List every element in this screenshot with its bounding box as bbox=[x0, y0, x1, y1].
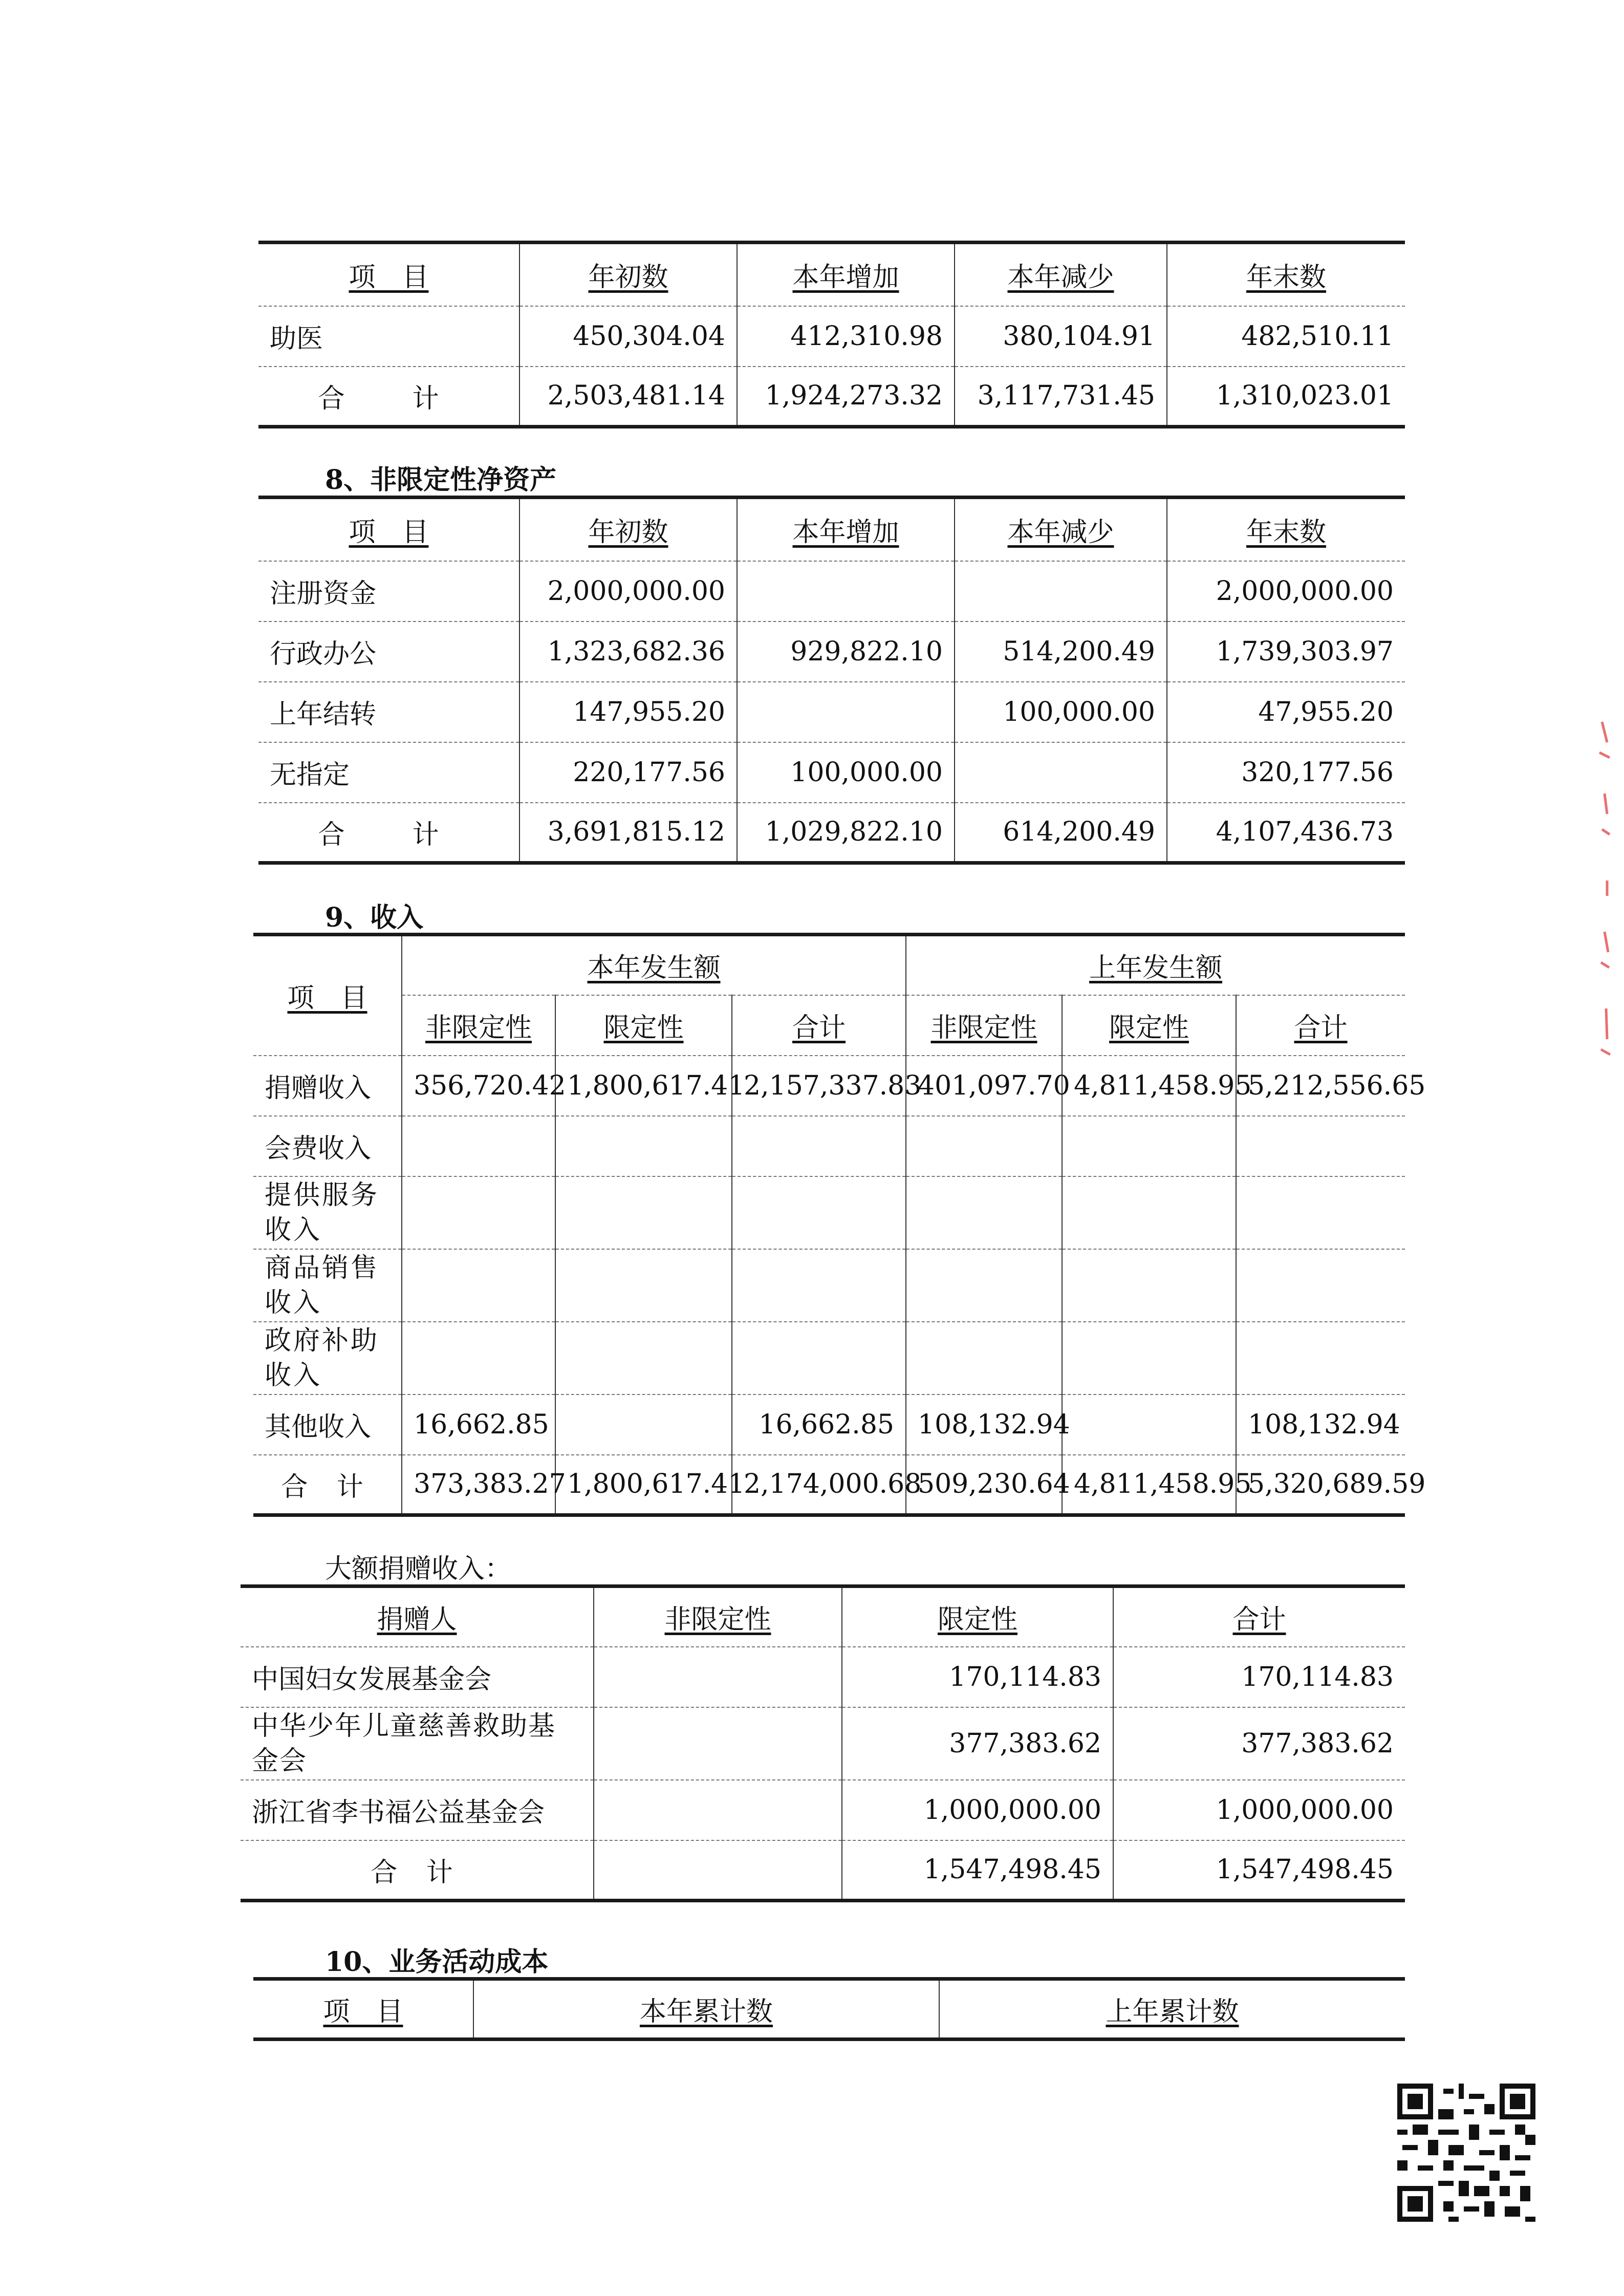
cell: 4,811,458.95 bbox=[1062, 1455, 1236, 1515]
row-increase bbox=[737, 682, 955, 742]
total-label: 合 计 bbox=[371, 1857, 463, 1888]
cell bbox=[906, 1322, 1062, 1394]
cell bbox=[1062, 1176, 1236, 1249]
cell bbox=[732, 1176, 906, 1249]
row-item: 上年结转 bbox=[258, 682, 519, 742]
header-increase: 本年增加 bbox=[737, 243, 955, 306]
cell: 401,097.70 bbox=[906, 1056, 1062, 1116]
cell bbox=[555, 1394, 732, 1455]
row-increase: 100,000.00 bbox=[737, 742, 955, 803]
qr-code bbox=[1397, 2084, 1535, 2222]
table-row bbox=[253, 1394, 1405, 1455]
header-restricted: 限定性 bbox=[842, 1586, 1113, 1647]
row-begin: 147,955.20 bbox=[519, 682, 737, 742]
cell bbox=[732, 1249, 906, 1322]
header-end: 年末数 bbox=[1167, 498, 1405, 561]
row-begin: 450,304.04 bbox=[519, 306, 737, 367]
cell bbox=[555, 1249, 732, 1322]
header-increase: 本年增加 bbox=[737, 498, 955, 561]
cell bbox=[555, 1116, 732, 1176]
cell bbox=[402, 1322, 555, 1394]
row-end: 1,739,303.97 bbox=[1167, 621, 1405, 682]
header-item: 项 目 bbox=[323, 1997, 403, 2027]
row-restricted: 377,383.62 bbox=[842, 1707, 1113, 1780]
section-10-title: 10、业务活动成本 bbox=[325, 1946, 549, 1978]
cell: 509,230.64 bbox=[906, 1455, 1062, 1515]
row-donor: 中国妇女发展基金会 bbox=[241, 1647, 594, 1707]
cell: 4,811,458.95 bbox=[1062, 1056, 1236, 1116]
row-increase: 929,822.10 bbox=[737, 621, 955, 682]
cell: 5,320,689.59 bbox=[1236, 1455, 1405, 1515]
row-item: 助医 bbox=[258, 306, 519, 367]
total-unrestricted bbox=[594, 1840, 842, 1901]
total-decrease: 614,200.49 bbox=[955, 803, 1167, 863]
table-row bbox=[253, 1116, 1405, 1176]
total-restricted: 1,547,498.45 bbox=[842, 1840, 1113, 1901]
row-total: 1,000,000.00 bbox=[1113, 1780, 1405, 1840]
cell: 356,720.42 bbox=[402, 1056, 555, 1116]
row-begin: 220,177.56 bbox=[519, 742, 737, 803]
row-decrease: 380,104.91 bbox=[955, 306, 1167, 367]
row-end: 320,177.56 bbox=[1167, 742, 1405, 803]
row-donor: 浙江省李书福公益基金会 bbox=[241, 1780, 594, 1840]
cell bbox=[732, 1116, 906, 1176]
table-row bbox=[253, 1322, 1405, 1394]
header-last-unrestricted: 非限定性 bbox=[906, 995, 1062, 1056]
total-decrease: 3,117,731.45 bbox=[955, 367, 1167, 427]
row-increase: 412,310.98 bbox=[737, 306, 955, 367]
income-header-row bbox=[253, 935, 1405, 995]
header-unrestricted: 非限定性 bbox=[594, 1586, 842, 1647]
table-row bbox=[241, 1647, 1405, 1707]
section-8-title: 8、非限定性净资产 bbox=[325, 464, 557, 496]
cell bbox=[402, 1249, 555, 1322]
cell: 1,800,617.41 bbox=[555, 1056, 732, 1116]
table-row bbox=[258, 742, 1405, 803]
header-cur-unrestricted: 非限定性 bbox=[402, 995, 555, 1056]
cell: 16,662.85 bbox=[402, 1394, 555, 1455]
restricted-assets-table-cont bbox=[258, 241, 1405, 428]
total-label: 合 计 bbox=[318, 819, 460, 850]
header-item: 项 目 bbox=[258, 498, 519, 561]
cell: 108,132.94 bbox=[1236, 1394, 1405, 1455]
header-end: 年末数 bbox=[1167, 243, 1405, 306]
cell: 16,662.85 bbox=[732, 1394, 906, 1455]
table-row bbox=[253, 1176, 1405, 1249]
total-row bbox=[253, 1455, 1405, 1515]
table-header-row bbox=[241, 1586, 1405, 1647]
header-current-year: 本年发生额 bbox=[402, 935, 906, 995]
cell bbox=[1236, 1116, 1405, 1176]
table-row bbox=[258, 561, 1405, 621]
cell bbox=[906, 1249, 1062, 1322]
row-decrease: 514,200.49 bbox=[955, 621, 1167, 682]
total-begin: 2,503,481.14 bbox=[519, 367, 737, 427]
row-total: 377,383.62 bbox=[1113, 1707, 1405, 1780]
cell bbox=[1236, 1322, 1405, 1394]
total-increase: 1,029,822.10 bbox=[737, 803, 955, 863]
row-decrease bbox=[955, 742, 1167, 803]
table-header-row bbox=[253, 1979, 1405, 2040]
section-9-title: 9、收入 bbox=[325, 902, 424, 933]
total-total: 1,547,498.45 bbox=[1113, 1840, 1405, 1901]
row-item: 商品销售收入 bbox=[253, 1249, 402, 1322]
cell bbox=[555, 1322, 732, 1394]
income-subheader-row bbox=[253, 995, 1405, 1056]
cell bbox=[402, 1116, 555, 1176]
total-label: 合 计 bbox=[281, 1471, 374, 1503]
row-decrease bbox=[955, 561, 1167, 621]
cell bbox=[1236, 1176, 1405, 1249]
row-item: 会费收入 bbox=[253, 1116, 402, 1176]
row-begin: 1,323,682.36 bbox=[519, 621, 737, 682]
row-unrestricted bbox=[594, 1707, 842, 1780]
cell bbox=[732, 1322, 906, 1394]
header-item: 项 目 bbox=[253, 935, 402, 1056]
header-last-year: 上年发生额 bbox=[906, 935, 1405, 995]
large-donations-table bbox=[241, 1584, 1405, 1902]
total-row bbox=[258, 367, 1405, 427]
header-cur-restricted: 限定性 bbox=[555, 995, 732, 1056]
cell bbox=[555, 1176, 732, 1249]
table-row bbox=[258, 306, 1405, 367]
header-item: 项 目 bbox=[258, 243, 519, 306]
total-end: 1,310,023.01 bbox=[1167, 367, 1405, 427]
row-donor: 中华少年儿童慈善救助基金会 bbox=[241, 1707, 594, 1780]
header-decrease: 本年减少 bbox=[955, 243, 1167, 306]
header-last-year: 上年累计数 bbox=[939, 1979, 1405, 2040]
row-increase bbox=[737, 561, 955, 621]
cell: 2,157,337.83 bbox=[732, 1056, 906, 1116]
table-row bbox=[253, 1056, 1405, 1116]
cell bbox=[1236, 1249, 1405, 1322]
table-row bbox=[241, 1707, 1405, 1780]
large-donations-note: 大额捐赠收入： bbox=[325, 1554, 512, 1584]
row-decrease: 100,000.00 bbox=[955, 682, 1167, 742]
row-item: 行政办公 bbox=[258, 621, 519, 682]
row-item: 提供服务收入 bbox=[253, 1176, 402, 1249]
header-begin: 年初数 bbox=[519, 243, 737, 306]
cell bbox=[1062, 1322, 1236, 1394]
table-header-row bbox=[258, 243, 1405, 306]
cell bbox=[1062, 1116, 1236, 1176]
header-begin: 年初数 bbox=[519, 498, 737, 561]
total-end: 4,107,436.73 bbox=[1167, 803, 1405, 863]
row-item: 捐赠收入 bbox=[253, 1056, 402, 1116]
row-restricted: 170,114.83 bbox=[842, 1647, 1113, 1707]
cell: 108,132.94 bbox=[906, 1394, 1062, 1455]
header-decrease: 本年减少 bbox=[955, 498, 1167, 561]
cell bbox=[1062, 1249, 1236, 1322]
total-begin: 3,691,815.12 bbox=[519, 803, 737, 863]
table-row bbox=[253, 1249, 1405, 1322]
header-cur-total: 合计 bbox=[732, 995, 906, 1056]
header-current-year: 本年累计数 bbox=[473, 1979, 939, 2040]
cell bbox=[402, 1176, 555, 1249]
row-item: 其他收入 bbox=[253, 1394, 402, 1455]
cell: 2,174,000.68 bbox=[732, 1455, 906, 1515]
row-end: 47,955.20 bbox=[1167, 682, 1405, 742]
seal-stamp-edge bbox=[1592, 712, 1622, 1070]
cell bbox=[906, 1116, 1062, 1176]
total-row bbox=[241, 1840, 1405, 1901]
header-last-restricted: 限定性 bbox=[1062, 995, 1236, 1056]
header-last-total: 合计 bbox=[1236, 995, 1405, 1056]
row-total: 170,114.83 bbox=[1113, 1647, 1405, 1707]
business-cost-table bbox=[253, 1977, 1405, 2041]
table-header-row bbox=[258, 498, 1405, 561]
row-restricted: 1,000,000.00 bbox=[842, 1780, 1113, 1840]
total-increase: 1,924,273.32 bbox=[737, 367, 955, 427]
cell: 5,212,556.65 bbox=[1236, 1056, 1405, 1116]
table-row bbox=[258, 621, 1405, 682]
row-begin: 2,000,000.00 bbox=[519, 561, 737, 621]
row-item: 无指定 bbox=[258, 742, 519, 803]
row-end: 2,000,000.00 bbox=[1167, 561, 1405, 621]
header-total: 合计 bbox=[1113, 1586, 1405, 1647]
cell bbox=[906, 1176, 1062, 1249]
unrestricted-net-assets-table bbox=[258, 496, 1405, 865]
cell bbox=[1062, 1394, 1236, 1455]
table-row bbox=[241, 1780, 1405, 1840]
cell: 373,383.27 bbox=[402, 1455, 555, 1515]
row-item: 注册资金 bbox=[258, 561, 519, 621]
row-end: 482,510.11 bbox=[1167, 306, 1405, 367]
table-row bbox=[258, 682, 1405, 742]
total-row bbox=[258, 803, 1405, 863]
row-unrestricted bbox=[594, 1647, 842, 1707]
row-item: 政府补助收入 bbox=[253, 1322, 402, 1394]
header-donor: 捐赠人 bbox=[241, 1586, 594, 1647]
total-label: 合 计 bbox=[318, 383, 460, 414]
row-unrestricted bbox=[594, 1780, 842, 1840]
income-table bbox=[253, 933, 1426, 1517]
cell: 1,800,617.41 bbox=[555, 1455, 732, 1515]
